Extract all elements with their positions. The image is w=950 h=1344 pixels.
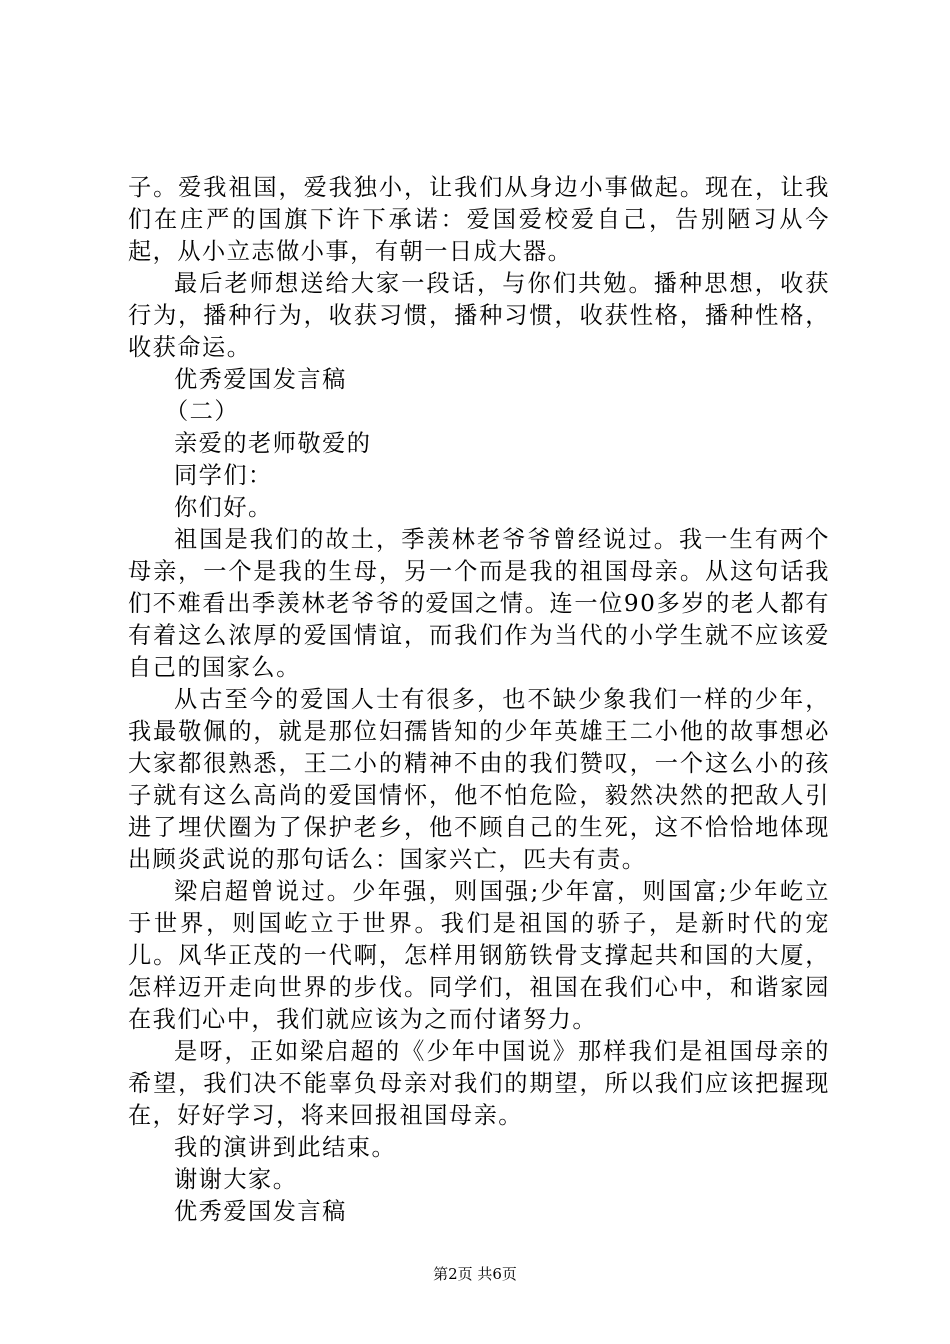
paragraph: 优秀爱国发言稿 [174, 366, 347, 393]
paragraph: 从古至今的爱国人士有很多，也不缺少象我们一样的少年，我最敬佩的，就是那位妇孺皆知的少年英雄王二小他的故事想必大家都很熟悉，王二小的精神不由的我们赞叹，一个这么小的孩子就有这么高尚的爱国情怀，他不怕危险，毅然决然的把敌人引进了埋伏圈为了保护老乡，他不顾自己的生死，这不恰恰地体现出顾炎武说的那句话么：国家兴亡，匹夫有责。 [128, 686, 830, 873]
paragraph: 谢谢大家。 [174, 1166, 298, 1193]
paragraph: 最后老师想送给大家一段话，与你们共勉。播种思想，收获行为，播种行为，收获习惯，播种习惯，收获性格，播种性格，收获命运。 [128, 270, 830, 361]
page-footer: 第2页 共6页 [433, 1265, 517, 1283]
paragraph: 梁启超曾说过。少年强，则国强;少年富，则国富;少年屹立于世界，则国屹立于世界。我们是祖国的骄子，是新时代的宠儿。风华正茂的一代啊，怎样用钢筋铁骨支撑起共和国的大厦，怎样迈开走向世界的步伐。同学们，祖国在我们心中，和谐家园在我们心中，我们就应该为之而付诸努力。 [128, 878, 830, 1033]
paragraph: 亲爱的老师敬爱的 [174, 430, 372, 457]
paragraph: 我的演讲到此结束。 [174, 1134, 397, 1161]
paragraph: 你们好。 [174, 494, 273, 521]
paragraph: 优秀爱国发言稿 [174, 1198, 347, 1225]
paragraph: 祖国是我们的故土，季羡林老爷爷曾经说过。我一生有两个母亲，一个是我的生母，另一个而是我的祖国母亲。从这句话我们不难看出季羡林老爷爷的爱国之情。连一位90多岁的老人都有有着这么浓厚的爱国情谊，而我们作为当代的小学生就不应该爱自己的国家么。 [128, 526, 830, 681]
paragraph: 子。爱我祖国，爱我独小，让我们从身边小事做起。现在，让我们在庄严的国旗下许下承诺：爱国爱校爱自己，告别陋习从今起，从小立志做小事，有朝一日成大器。 [128, 174, 830, 265]
paragraph: 是呀，正如梁启超的《少年中国说》那样我们是祖国母亲的希望，我们决不能辜负母亲对我们的期望，所以我们应该把握现在，好好学习，将来回报祖国母亲。 [128, 1038, 830, 1129]
paragraph: 同学们： [174, 462, 273, 489]
paragraph: （二） [165, 398, 240, 425]
document-body [128, 172, 830, 1228]
